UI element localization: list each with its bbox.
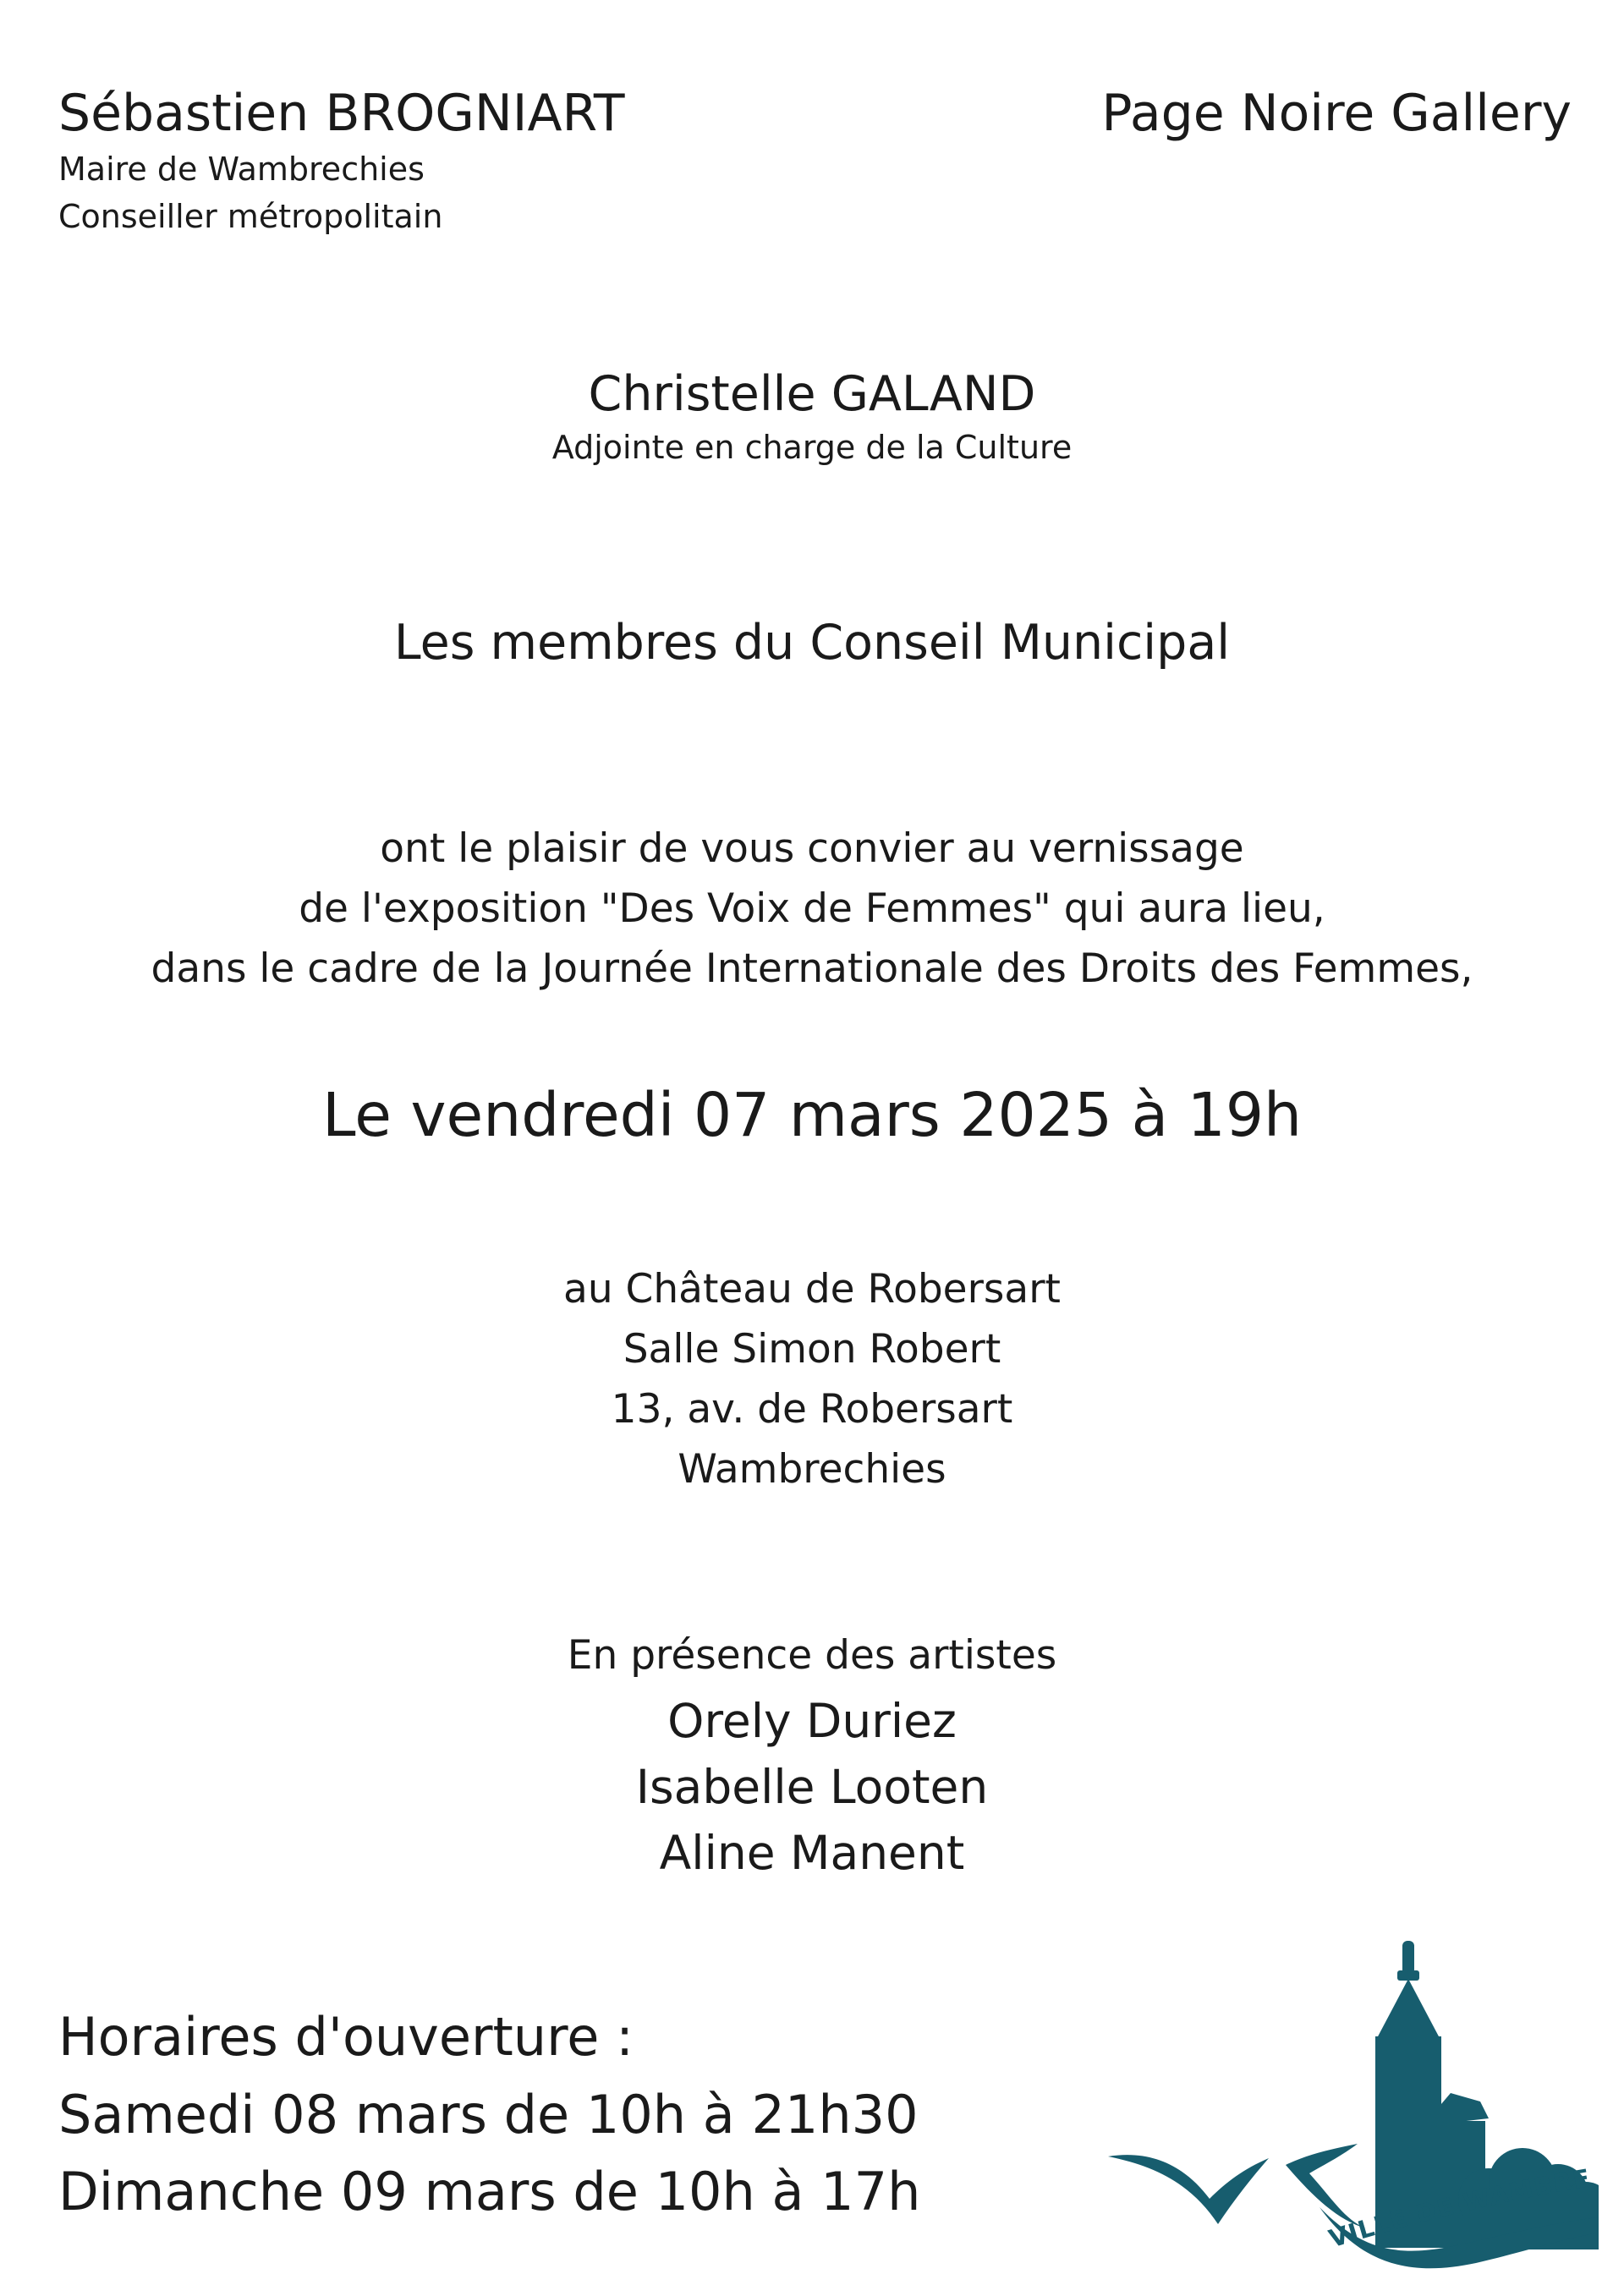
hours-saturday: Samedi 08 mars de 10h à 21h30 [58, 2084, 919, 2145]
adjointe-name: Christelle GALAND [588, 366, 1036, 422]
wambrechies-logo [1091, 1928, 1599, 2275]
venue-line-1: au Château de Robersart [563, 1266, 1061, 1312]
council-members: Les membres du Conseil Municipal [393, 615, 1231, 671]
hours-sunday: Dimanche 09 mars de 10h à 17h [58, 2161, 921, 2222]
invitation-line-3: dans le cadre de la Journée Internationale des Droits des Femmes, [151, 945, 1473, 992]
svg-text:VILLE DE WAMBRECHIES [1091, 1928, 1593, 2254]
invitation-line-2: de l'exposition "Des Voix de Femmes" qui aura lieu, [299, 885, 1325, 932]
adjointe-role: Adjointe en charge de la Culture [551, 429, 1073, 466]
logo-text: VILLE DE WAMBRE [1325, 2163, 1593, 2254]
presence-label: En présence des artistes [567, 1632, 1057, 1679]
artist-name: Isabelle Looten [635, 1760, 989, 1814]
event-date: Le vendredi 07 mars 2025 à 19h [321, 1080, 1302, 1150]
gallery-name: Page Noire Gallery [1101, 84, 1572, 143]
sender-name: Sébastien BROGNIART [58, 84, 625, 143]
venue-line-4: Wambrechies [678, 1446, 946, 1493]
venue-line-3: 13, av. de Robersart [611, 1386, 1013, 1433]
invitation-line-1: ont le plaisir de vous convier au vernissage [380, 825, 1244, 872]
venue-line-2: Salle Simon Robert [623, 1326, 1001, 1373]
sender-title-mayor: Maire de Wambrechies [58, 151, 425, 188]
artist-name: Aline Manent [659, 1826, 965, 1880]
church-wave-icon [1091, 1928, 1599, 2275]
hours-title: Horaires d'ouverture : [58, 2006, 634, 2068]
artist-name: Orely Duriez [667, 1694, 957, 1748]
sender-title-councillor: Conseiller métropolitain [58, 198, 443, 235]
